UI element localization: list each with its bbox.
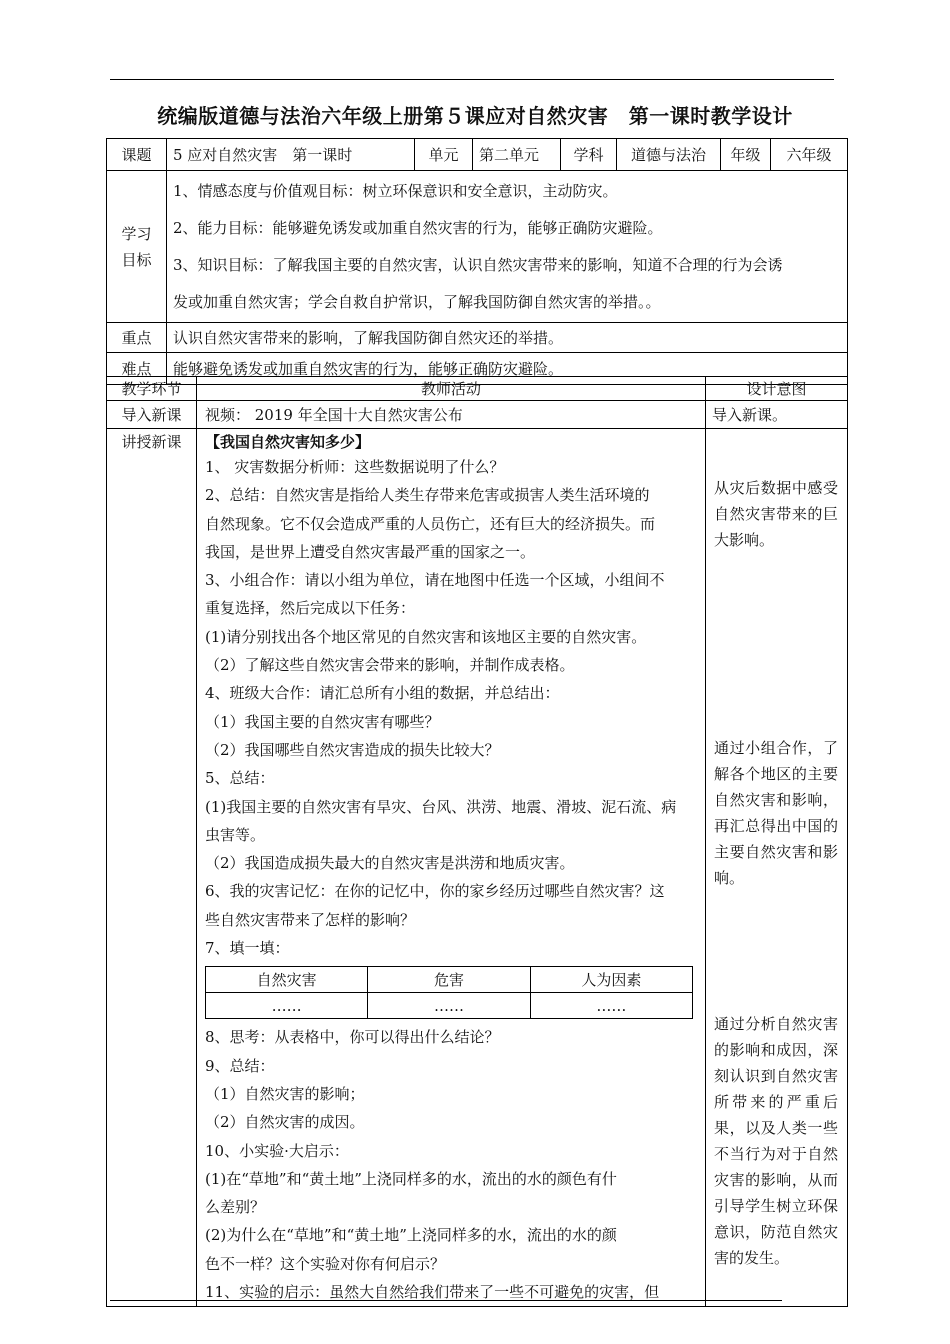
label-objectives-line1: 学习 xyxy=(121,224,152,243)
objective-1: 1、情感态度与价值观目标：树立环保意识和安全意识，主动防灾。 xyxy=(173,181,618,200)
subject-value: 道德与法治 xyxy=(617,139,721,171)
teach-stage: 讲授新课 xyxy=(107,429,197,1307)
footer-rule xyxy=(110,1300,782,1301)
teach-line: (2)为什么在“草地”和“黄土地”上浇同样多的水，流出的水的颜 xyxy=(205,1226,617,1245)
fill-cell: …… xyxy=(206,993,368,1019)
fill-cell: …… xyxy=(530,993,692,1019)
objective-3: 3、知识目标：了解我国主要的自然灾害，认识自然灾害带来的影响，知道不合理的行为会诱 xyxy=(173,255,783,274)
intro-intent: 导入新课。 xyxy=(706,401,848,429)
teach-line: 么差别？ xyxy=(205,1198,266,1217)
label-objectives-line2: 目标 xyxy=(121,250,152,269)
info-table xyxy=(106,138,848,385)
grade-value: 六年级 xyxy=(771,139,848,171)
difficulties-text: 能够避免诱发或加重自然灾害的行为，能够正确防灾避险。 xyxy=(167,353,848,385)
teach-line: (1)我国主要的自然灾害有旱灾、台风、洪涝、地震、滑坡、泥石流、病 xyxy=(205,797,677,816)
teach-line: （2）自然灾害的成因。 xyxy=(205,1113,365,1132)
teach-line: 7、填一填： xyxy=(205,939,290,958)
teach-line: 我国，是世界上遭受自然灾害最严重的国家之一。 xyxy=(205,542,536,561)
teach-line: 4、班级大合作：请汇总所有小组的数据，并总结出： xyxy=(205,684,560,703)
fill-header-harm: 危害 xyxy=(368,967,530,993)
fill-header-disaster: 自然灾害 xyxy=(206,967,368,993)
teach-line: 3、小组合作：请以小组为单位，请在地图中任选一个区域，小组间不 xyxy=(205,571,665,590)
teach-lines-2 xyxy=(205,1023,697,1306)
label-grade: 年级 xyxy=(721,139,771,171)
teach-line: 些自然灾害带来了怎样的影响？ xyxy=(205,910,416,929)
fill-table xyxy=(205,966,693,1019)
label-unit: 单元 xyxy=(415,139,473,171)
fill-header-human-factor: 人为因素 xyxy=(530,967,692,993)
label-difficulties: 难点 xyxy=(107,353,167,385)
label-subject: 学科 xyxy=(561,139,617,171)
teach-activity xyxy=(197,429,706,1307)
teach-line: 10、小实验·大启示： xyxy=(205,1141,349,1160)
label-lesson: 课题 xyxy=(107,139,167,171)
objectives-cell xyxy=(167,171,848,323)
key-points-text: 认识自然灾害带来的影响，了解我国防御自然灾还的举措。 xyxy=(167,323,848,353)
intent-2: 通过小组合作，了解各个地区的主要自然灾害和影响，再汇总得出中国的主要自然灾害和影响。 xyxy=(714,739,838,887)
fill-cell: …… xyxy=(368,993,530,1019)
teach-line: （1）自然灾害的影响； xyxy=(205,1084,365,1103)
teach-line: 11、实验的启示：虽然大自然给我们带来了一些不可避免的灾害，但 xyxy=(205,1283,660,1302)
col-activity: 教师活动 xyxy=(197,377,706,401)
col-stage: 教学环节 xyxy=(107,377,197,401)
intro-activity: 视频： 2019 年全国十大自然灾害公布 xyxy=(197,401,706,429)
lesson-value: 5 应对自然灾害 第一课时 xyxy=(167,139,415,171)
teach-line: （2）我国哪些自然灾害造成的损失比较大？ xyxy=(205,740,500,759)
teach-line: (1)在“草地”和“黄土地”上浇同样多的水，流出的水的颜色有什 xyxy=(205,1169,617,1188)
teach-line: 重复选择，然后完成以下任务： xyxy=(205,599,416,618)
teach-line: 5、总结： xyxy=(205,769,275,788)
intent-3: 通过分析自然灾害的影响和成因，深刻认识到自然灾害所带来的严重后果，以及人类一些不当行为对于自然灾害的影响，从而引导学生树立环保意识，防范自然灾害的发生。 xyxy=(714,1015,838,1267)
teach-line: （2）我国造成损失最大的自然灾害是洪涝和地质灾害。 xyxy=(205,854,575,873)
label-objectives xyxy=(107,171,167,323)
objective-2: 2、能力目标：能够避免诱发或加重自然灾害的行为，能够正确防灾避险。 xyxy=(173,218,663,237)
unit-value: 第二单元 xyxy=(473,139,561,171)
teach-line: 虫害等。 xyxy=(205,825,266,844)
objective-4: 发或加重自然灾害；学会自救自护常识，了解我国防御自然灾害的举措。。 xyxy=(173,292,661,311)
col-intent: 设计意图 xyxy=(706,377,848,401)
teach-line: 9、总结： xyxy=(205,1056,275,1075)
teach-heading: 【我国自然灾害知多少】 xyxy=(205,433,371,451)
intro-stage: 导入新课 xyxy=(107,401,197,429)
intent-1: 从灾后数据中感受自然灾害带来的巨大影响。 xyxy=(714,479,838,549)
header-rule xyxy=(110,79,834,80)
teach-line: （2）了解这些自然灾害会带来的影响，并制作成表格。 xyxy=(205,656,575,675)
teach-line: 8、思考：从表格中，你可以得出什么结论？ xyxy=(205,1028,500,1047)
teach-intent xyxy=(706,429,848,1307)
teach-line: 2、总结：自然灾害是指给人类生存带来危害或损害人类生活环境的 xyxy=(205,486,650,505)
teach-lines-1 xyxy=(205,453,697,962)
teach-line: 1、 灾害数据分析师：这些数据说明了什么？ xyxy=(205,458,505,476)
teach-line: (1)请分别找出各个地区常见的自然灾害和该地区主要的自然灾害。 xyxy=(205,627,647,646)
teach-line: （1）我国主要的自然灾害有哪些？ xyxy=(205,712,440,731)
teach-line: 6、我的灾害记忆：在你的记忆中，你的家乡经历过哪些自然灾害？这 xyxy=(205,882,665,901)
teach-line: 色不一样？这个实验对你有何启示？ xyxy=(205,1254,446,1273)
teach-line: 自然现象。它不仅会造成严重的人员伤亡，还有巨大的经济损失。而 xyxy=(205,514,656,533)
label-key-points: 重点 xyxy=(107,323,167,353)
page-title: 统编版道德与法治六年级上册第５课应对自然灾害 第一课时教学设计 xyxy=(157,104,793,128)
process-table xyxy=(106,376,848,1307)
